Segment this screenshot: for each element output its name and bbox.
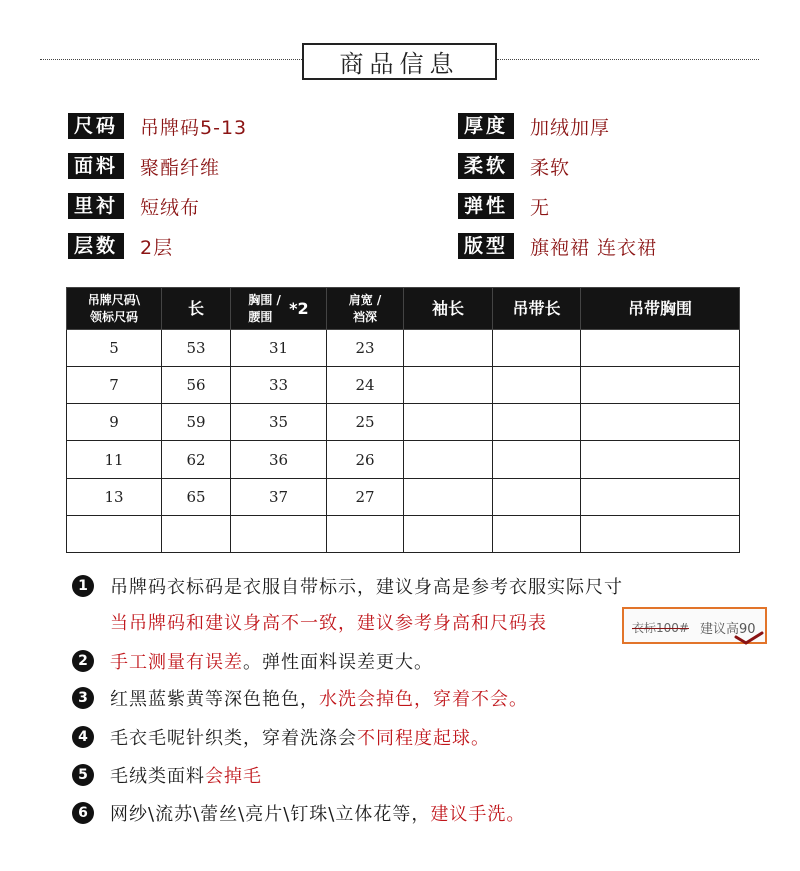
attr-softness (458, 152, 570, 180)
attr-size (68, 112, 247, 140)
note-highlight: 不同程度起球。 (357, 728, 490, 749)
note-text: 吊牌码衣标码是衣服自带标示，建议身高是参考衣服实际尺寸 (110, 577, 623, 598)
note-number-badge: 3 (72, 687, 94, 709)
attr-layers (68, 232, 173, 260)
attr-thickness (458, 112, 610, 140)
attr-value: 加绒加厚 (530, 116, 611, 139)
table-row (67, 515, 740, 552)
table-cell: 53 (162, 330, 231, 367)
attr-label: 层数 (68, 233, 124, 259)
table-row (67, 404, 740, 441)
note-highlight: 水洗会掉色，穿着不会。 (319, 689, 528, 710)
attr-fabric (68, 152, 220, 180)
attr-value: 短绒布 (140, 196, 201, 219)
table-cell (493, 515, 581, 552)
page-title: 商品信息 (302, 43, 497, 80)
note-3 (72, 684, 528, 712)
table-row (67, 330, 740, 367)
col-bust-waist: 胸围 / 腰围 *2 (231, 288, 327, 330)
table-cell (493, 404, 581, 441)
note-highlight: 手工测量有误差 (110, 652, 243, 673)
table-cell (581, 404, 740, 441)
attr-fit (458, 232, 657, 260)
attr-elasticity (458, 192, 550, 220)
attr-label: 尺码 (68, 113, 124, 139)
col-shoulder-rise: 肩宽 / 裆深 (327, 288, 404, 330)
note-number-badge: 1 (72, 575, 94, 597)
table-cell (581, 330, 740, 367)
table-cell: 33 (231, 367, 327, 404)
table-cell (581, 367, 740, 404)
table-cell: 62 (162, 441, 231, 478)
table-cell (404, 478, 493, 515)
attr-value: 柔软 (530, 156, 571, 179)
attr-lining (68, 192, 200, 220)
table-header-row (67, 288, 740, 330)
col-tag-size: 吊牌尺码\ 领标尺码 (67, 288, 162, 330)
note-highlight: 会掉毛 (205, 766, 262, 787)
col-length: 长 (162, 288, 231, 330)
note-6 (72, 799, 525, 827)
table-cell: 31 (231, 330, 327, 367)
table-cell: 25 (327, 404, 404, 441)
col-sleeve: 袖长 (404, 288, 493, 330)
note-text: 网纱\流苏\蕾丝\亮片\钉珠\立体花等， (110, 804, 431, 825)
header-divider-right (497, 59, 759, 60)
table-cell: 35 (231, 404, 327, 441)
header-divider-left (40, 59, 302, 60)
table-cell: 65 (162, 478, 231, 515)
note-number-badge: 2 (72, 650, 94, 672)
attr-label: 里衬 (68, 193, 124, 219)
table-cell: 7 (67, 367, 162, 404)
note-2 (72, 647, 433, 675)
table-cell: 13 (67, 478, 162, 515)
note-number-badge: 4 (72, 726, 94, 748)
table-cell: 9 (67, 404, 162, 441)
table-cell (581, 441, 740, 478)
table-cell: 23 (327, 330, 404, 367)
attr-value: 吊牌码5-13 (140, 116, 248, 139)
table-cell (404, 404, 493, 441)
table-cell (493, 330, 581, 367)
note-text: 毛绒类面料 (110, 766, 205, 787)
table-cell (404, 330, 493, 367)
label-original-size: 衣标100# (632, 621, 689, 635)
table-cell: 26 (327, 441, 404, 478)
note-text: 毛衣毛呢针织类，穿着洗涤会 (110, 728, 357, 749)
table-cell (162, 515, 231, 552)
attr-label: 弹性 (458, 193, 514, 219)
note-number-badge: 5 (72, 764, 94, 786)
table-cell (493, 367, 581, 404)
note-text: 红黑蓝紫黄等深色艳色， (110, 689, 319, 710)
table-row (67, 367, 740, 404)
label-suggested-height: 建议高90 (700, 622, 756, 637)
note-1 (72, 572, 623, 600)
table-cell (581, 515, 740, 552)
note-1-continued: 当吊牌码和建议身高不一致，建议参考身高和尺码表 (110, 613, 547, 634)
note-5 (72, 761, 262, 789)
table-row (67, 478, 740, 515)
table-cell: 5 (67, 330, 162, 367)
table-cell: 37 (231, 478, 327, 515)
col-strap-bust: 吊带胸围 (581, 288, 740, 330)
table-cell: 27 (327, 478, 404, 515)
table-cell (404, 515, 493, 552)
table-row (67, 441, 740, 478)
table-cell: 11 (67, 441, 162, 478)
table-cell: 56 (162, 367, 231, 404)
table-cell (493, 441, 581, 478)
table-cell (493, 478, 581, 515)
attr-label: 版型 (458, 233, 514, 259)
table-cell: 24 (327, 367, 404, 404)
table-cell: 59 (162, 404, 231, 441)
table-cell (404, 367, 493, 404)
table-cell (327, 515, 404, 552)
col-strap-length: 吊带长 (493, 288, 581, 330)
size-table (66, 287, 740, 553)
size-label-sample (622, 607, 767, 644)
attr-label: 柔软 (458, 153, 514, 179)
note-text: 。弹性面料误差更大。 (243, 652, 433, 673)
table-cell: 36 (231, 441, 327, 478)
note-highlight: 建议手洗。 (430, 804, 526, 825)
attr-label: 面料 (68, 153, 124, 179)
table-cell (404, 441, 493, 478)
checkmark-icon (624, 609, 769, 646)
table-cell (581, 478, 740, 515)
table-cell (67, 515, 162, 552)
attr-value: 无 (530, 196, 551, 219)
note-4 (72, 723, 490, 751)
note-number-badge: 6 (72, 802, 94, 824)
table-cell (231, 515, 327, 552)
attr-value: 2层 (140, 236, 174, 259)
attr-value: 聚酯纤维 (140, 156, 221, 179)
attr-label: 厚度 (458, 113, 514, 139)
attr-value: 旗袍裙 连衣裙 (530, 236, 658, 259)
